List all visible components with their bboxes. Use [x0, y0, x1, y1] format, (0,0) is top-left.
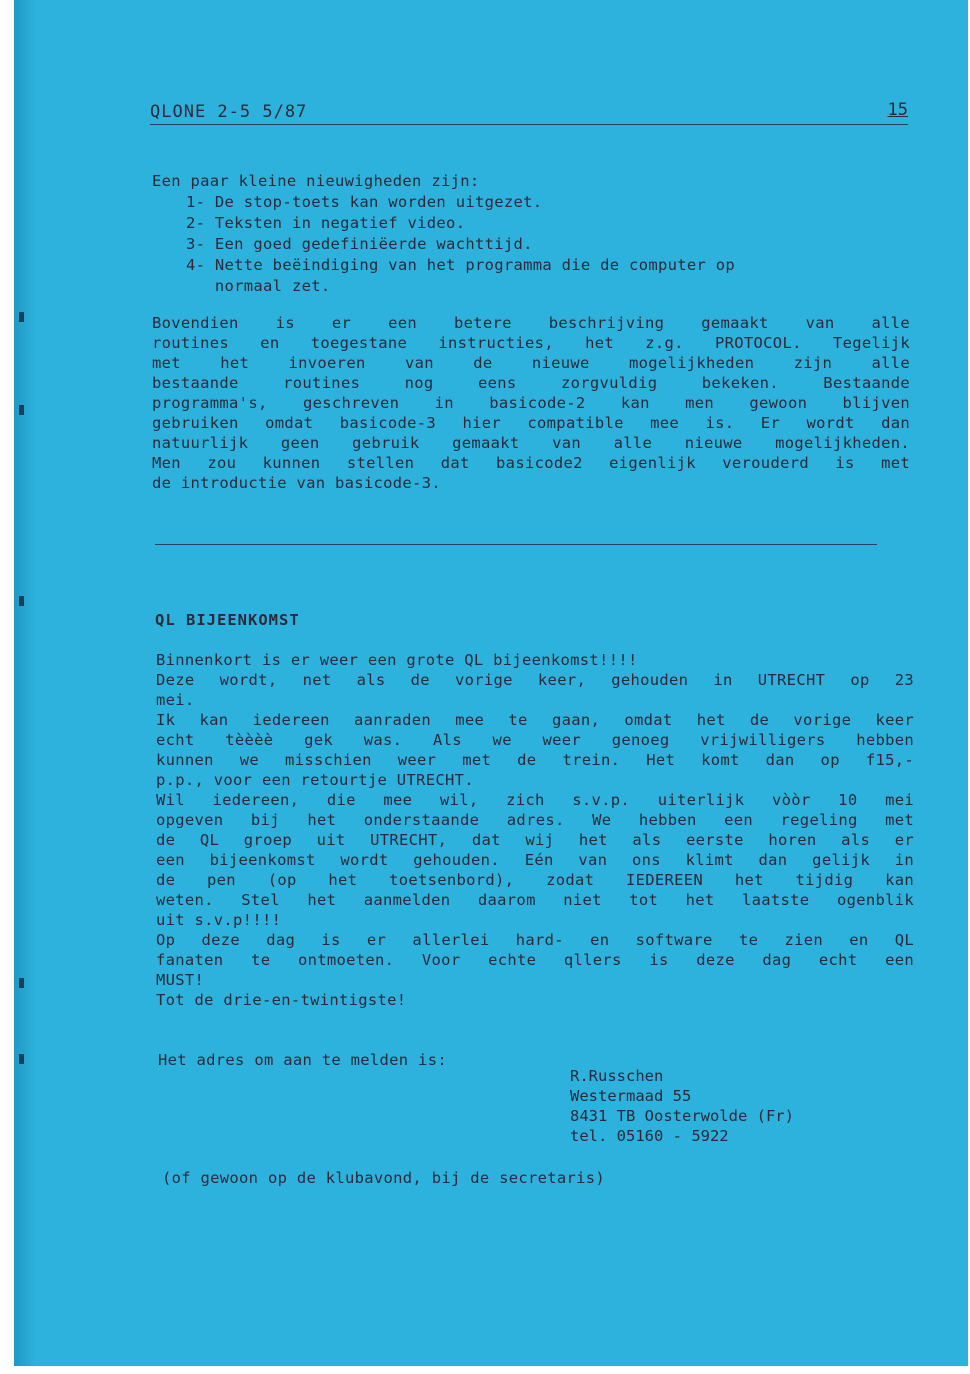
list-item: normaal zet.	[186, 277, 331, 295]
text-line: Wil iedereen, die mee wil, zich s.v.p. uiterlijk vòòr 10 mei	[156, 791, 914, 809]
address-line: Westermaad 55	[570, 1087, 692, 1105]
address-line: tel. 05160 - 5922	[570, 1127, 729, 1145]
text-line: MUST!	[156, 971, 205, 989]
intro-list	[152, 171, 872, 297]
address-line: R.Russchen	[570, 1067, 664, 1085]
text-line: Binnenkort is er weer een grote QL bijeenkomst!!!!	[156, 651, 638, 669]
text-line: Op deze dag is er allerlei hard- en software te zien en QL	[156, 931, 914, 949]
text-line: een bijeenkomst wordt gehouden. Eén van ons klimt dan gelijk in	[156, 851, 914, 869]
text-line: natuurlijk geen gebruik gemaakt van alle nieuwe mogelijkheden.	[152, 434, 910, 452]
text-line: bestaande routines nog eens zorgvuldig bekeken. Bestaande	[152, 374, 910, 392]
text-line: Ik kan iedereen aanraden mee te gaan, omdat het de vorige keer	[156, 711, 914, 729]
text-line: Deze wordt, net als de vorige keer, gehouden in UTRECHT op 23	[156, 671, 914, 689]
footnote-text: (of gewoon op de klubavond, bij de secretaris)	[162, 1169, 606, 1187]
text-line: routines en toegestane instructies, het z.g. PROTOCOL. Tegelijk	[152, 334, 910, 352]
text-line: weten. Stel het aanmelden daarom niet tot het laatste ogenblik	[156, 891, 914, 909]
meeting-paragraph	[156, 650, 914, 1010]
text-line: programma's, geschreven in basicode-2 kan men gewoon blijven	[152, 394, 910, 412]
text-line: fanaten te ontmoeten. Voor echte qllers is deze dag echt een	[156, 951, 914, 969]
list-item: 1- De stop-toets kan worden uitgezet.	[186, 193, 543, 211]
staple-mark	[19, 1054, 24, 1064]
text-line: Bovendien is er een betere beschrijving gemaakt van alle	[152, 314, 910, 332]
text-line: opgeven bij het onderstaande adres. We hebben een regeling met	[156, 811, 914, 829]
section-title: QL BIJEENKOMST	[155, 611, 300, 629]
text-line: met het invoeren van de nieuwe mogelijkheden zijn alle	[152, 354, 910, 372]
text-line: p.p., voor een retourtje UTRECHT.	[156, 771, 474, 789]
list-item: 4- Nette beëindiging van het programma die de computer op	[186, 256, 736, 274]
text-line: echt tèèèè gek was. Als we weer genoeg vrijwilligers hebben	[156, 731, 914, 749]
footnote	[162, 1168, 762, 1188]
text-line: kunnen we misschien weer met de trein. Het komt dan op f15,-	[156, 751, 914, 769]
page-number: 15	[887, 100, 908, 120]
staple-mark	[19, 312, 24, 322]
text-line: uit s.v.p!!!!	[156, 911, 282, 929]
contact-address	[570, 1066, 794, 1146]
list-item: 3- Een goed gedefiniëerde wachttijd.	[186, 235, 533, 253]
staple-mark	[19, 405, 24, 415]
binding-fold	[14, 0, 36, 1366]
text-line: de introductie van basicode-3.	[152, 474, 441, 492]
text-line: de QL groep uit UTRECHT, dat wij het als eerste horen als er	[156, 831, 914, 849]
text-line: mei.	[156, 691, 195, 709]
page-header-title: QLONE 2-5 5/87	[150, 102, 308, 122]
intro-lead: Een paar kleine nieuwigheden zijn:	[152, 172, 480, 190]
staple-mark	[19, 978, 24, 988]
section-divider	[155, 544, 877, 545]
text-line: Men zou kunnen stellen dat basicode2 eigenlijk verouderd is met	[152, 454, 910, 472]
address-lead-text: Het adres om aan te melden is:	[158, 1051, 447, 1069]
staple-mark	[19, 596, 24, 606]
text-line: de pen (op het toetsenbord), zodat IEDEREEN het tijdig kan	[156, 871, 914, 889]
paragraph-basicode	[152, 313, 910, 493]
address-line: 8431 TB Oosterwolde (Fr)	[570, 1107, 794, 1125]
text-line: gebruiken omdat basicode-3 hier compatible mee is. Er wordt dan	[152, 414, 910, 432]
list-item: 2- Teksten in negatief video.	[186, 214, 466, 232]
page-header	[150, 100, 908, 125]
text-line: Tot de drie-en-twintigste!	[156, 991, 407, 1009]
